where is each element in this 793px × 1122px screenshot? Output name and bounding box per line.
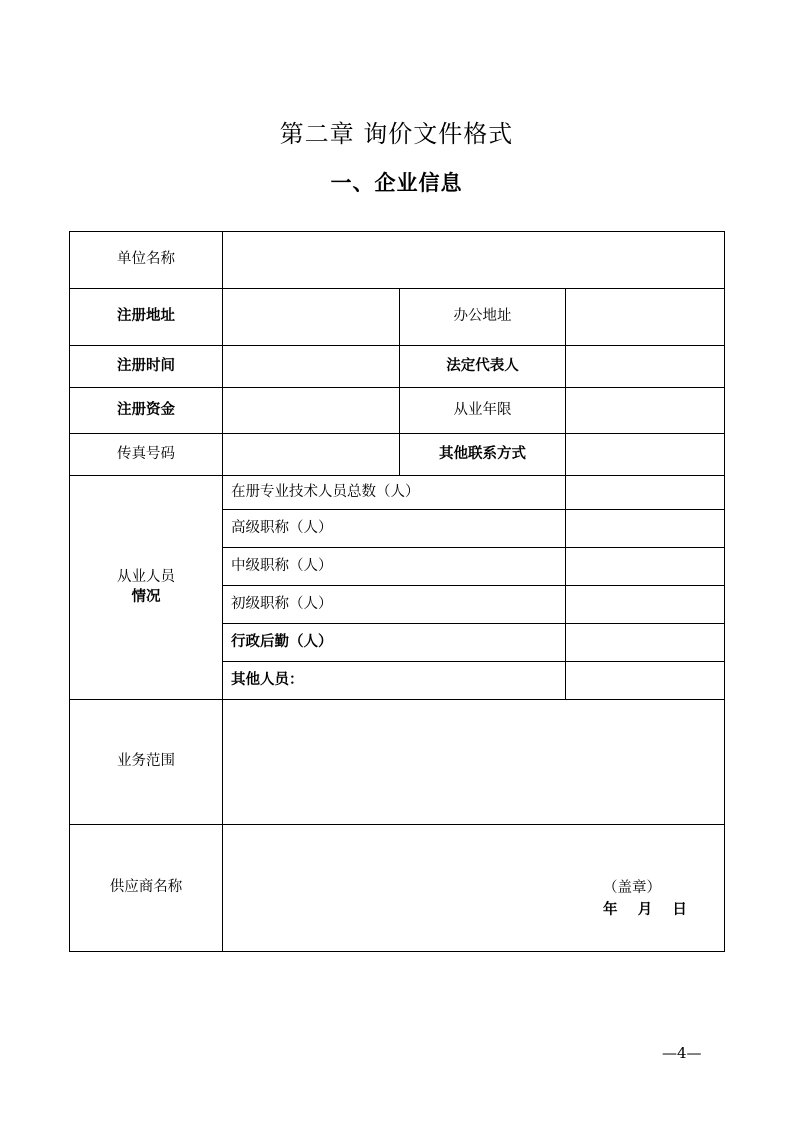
reg-time-label-text: 注册时间: [117, 357, 175, 374]
table-row: [70, 700, 725, 825]
staff-total-value[interactable]: [566, 476, 725, 510]
fax-label: 传真号码: [70, 434, 223, 476]
supplier-name-label: 供应商名称: [70, 825, 223, 952]
years-label: 从业年限: [400, 388, 566, 434]
junior-title-value[interactable]: [566, 586, 725, 624]
stamp-text: （盖章）: [603, 879, 661, 896]
junior-title-label: 初级职称（人）: [223, 586, 566, 624]
table-row: [70, 825, 725, 952]
middle-title-label: 中级职称（人）: [223, 548, 566, 586]
table-row: [70, 232, 725, 289]
staff-label-line2: 情况: [131, 588, 161, 605]
page-number: —4—: [662, 1044, 702, 1062]
middle-title-value[interactable]: [566, 548, 725, 586]
supplier-signature-cell[interactable]: [223, 825, 725, 952]
reg-capital-label-text: 注册资金: [117, 401, 175, 418]
reg-time-value[interactable]: [223, 346, 400, 388]
admin-staff-value[interactable]: [566, 624, 725, 662]
staff-label: [70, 476, 223, 700]
table-row: [70, 476, 725, 510]
office-address-value[interactable]: [566, 289, 725, 346]
table-row: [70, 289, 725, 346]
other-contact-value[interactable]: [566, 434, 725, 476]
other-contact-label: 其他联系方式: [400, 434, 566, 476]
office-address-label: 办公地址: [400, 289, 566, 346]
enterprise-info-table: [69, 231, 725, 952]
unit-name-label: 单位名称: [70, 232, 223, 289]
section-title: 一、企业信息: [330, 171, 463, 195]
reg-address-label: 注册地址: [70, 289, 223, 346]
senior-title-value[interactable]: [566, 510, 725, 548]
reg-address-value[interactable]: [223, 289, 400, 346]
fax-value[interactable]: [223, 434, 400, 476]
reg-capital-label: [70, 388, 223, 434]
years-value[interactable]: [566, 388, 725, 434]
other-staff-label: 其他人员：: [223, 662, 566, 700]
table-row: [70, 346, 725, 388]
senior-title-label: 高级职称（人）: [223, 510, 566, 548]
table-row: [70, 434, 725, 476]
admin-staff-label: 行政后勤（人）: [223, 624, 566, 662]
chapter-title: 第二章 询价文件格式: [279, 120, 514, 148]
other-staff-value[interactable]: [566, 662, 725, 700]
legal-rep-value[interactable]: [566, 346, 725, 388]
staff-total-label: 在册专业技术人员总数（人）: [223, 476, 566, 510]
reg-time-label: [70, 346, 223, 388]
staff-label-line1: 从业人员: [117, 568, 175, 585]
business-scope-label: 业务范围: [70, 700, 223, 825]
legal-rep-label: 法定代表人: [400, 346, 566, 388]
business-scope-value[interactable]: [223, 700, 725, 825]
table-row: [70, 388, 725, 434]
date-text: 年 月 日: [603, 901, 687, 918]
signature-area: [223, 826, 724, 951]
unit-name-value[interactable]: [223, 232, 725, 289]
reg-capital-value[interactable]: [223, 388, 400, 434]
